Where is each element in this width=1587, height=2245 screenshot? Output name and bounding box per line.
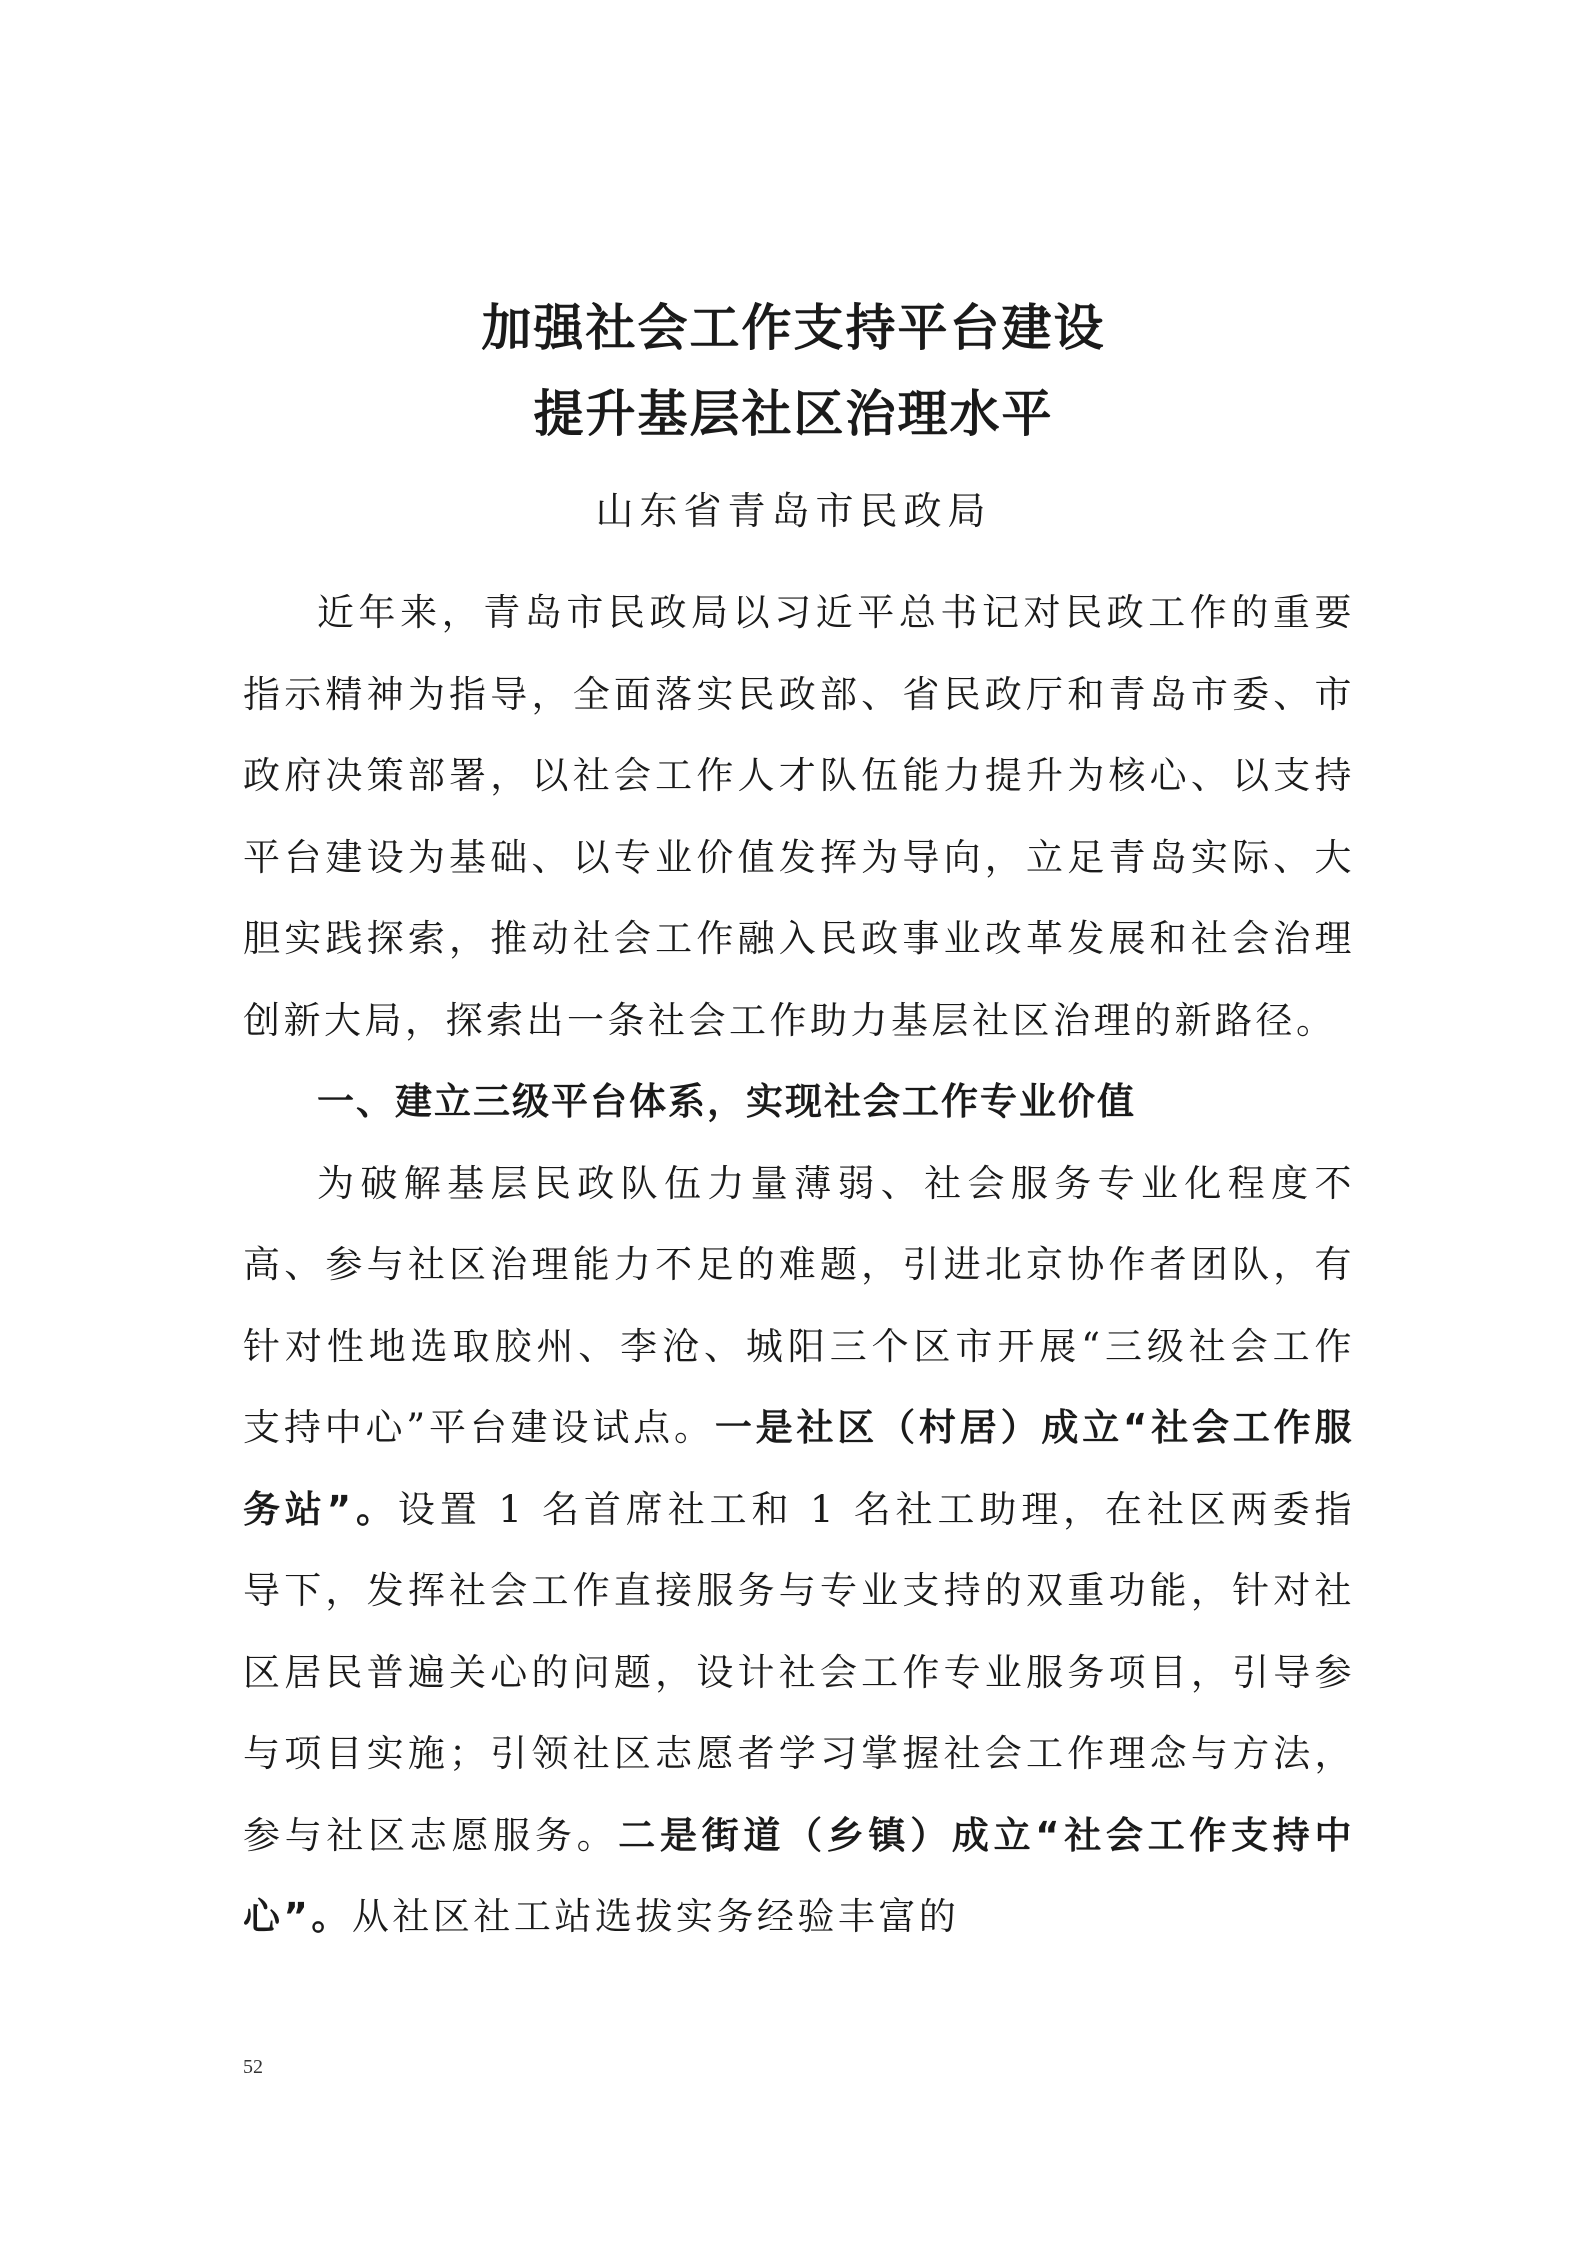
section-heading-1: 一、建立三级平台体系，实现社会工作专业价值 — [317, 1080, 1136, 1123]
bold-phrase: 一是社区（村居）成立“社会工作服务站”。 — [243, 1406, 1355, 1531]
document-title-line-1: 加强社会工作支持平台建设 — [481, 298, 1106, 357]
document-body — [243, 572, 1355, 1958]
bold-phrase: 二是街道（乡镇）成立“社会工作支持中心”。 — [243, 1813, 1355, 1938]
intro-paragraph: 近年来，青岛市民政局以习近平总书记对民政工作的重要指示精神为指导，全面落实民政部、省民政厅和青岛市委、市政府决策部署，以社会工作人才队伍能力提升为核心、以支持平台建设为基础、以专业价值发挥为导向，立足青岛实际、大胆实践探索，推动社会工作融入民政事业改革发展和社会治理创新大局，探索出一条社会工作助力基层社区治理的新路径。 — [243, 591, 1355, 1042]
paragraph-text: 为破解基层民政队伍力量薄弱、社会服务专业化程度不高、参与社区治理能力不足的难题，引进北京协作者团队，有针对性地选取胶州、李沧、城阳三个区市开展“三级社会工作支持中心”平台建设试点。 — [243, 1161, 1355, 1449]
section-1-paragraph — [243, 1143, 1355, 1958]
document-title-line-2: 提升基层社区治理水平 — [533, 384, 1054, 443]
document-author: 山东省青岛市民政局 — [595, 489, 992, 533]
paragraph-text: 设置 1 名首席社工和 1 名社工助理，在社区两委指导下，发挥社会工作直接服务与专业支持的双重功能，针对社区居民普遍关心的问题，设计社会工作专业服务项目，引导参与项目实施；引领社区志愿者学习掌握社会工作理念与方法，参与社区志愿服务。 — [243, 1487, 1355, 1857]
paragraph-text: 从社区社工站选拔实务经验丰富的 — [351, 1895, 960, 1938]
page-number: 52 — [243, 2056, 263, 2078]
